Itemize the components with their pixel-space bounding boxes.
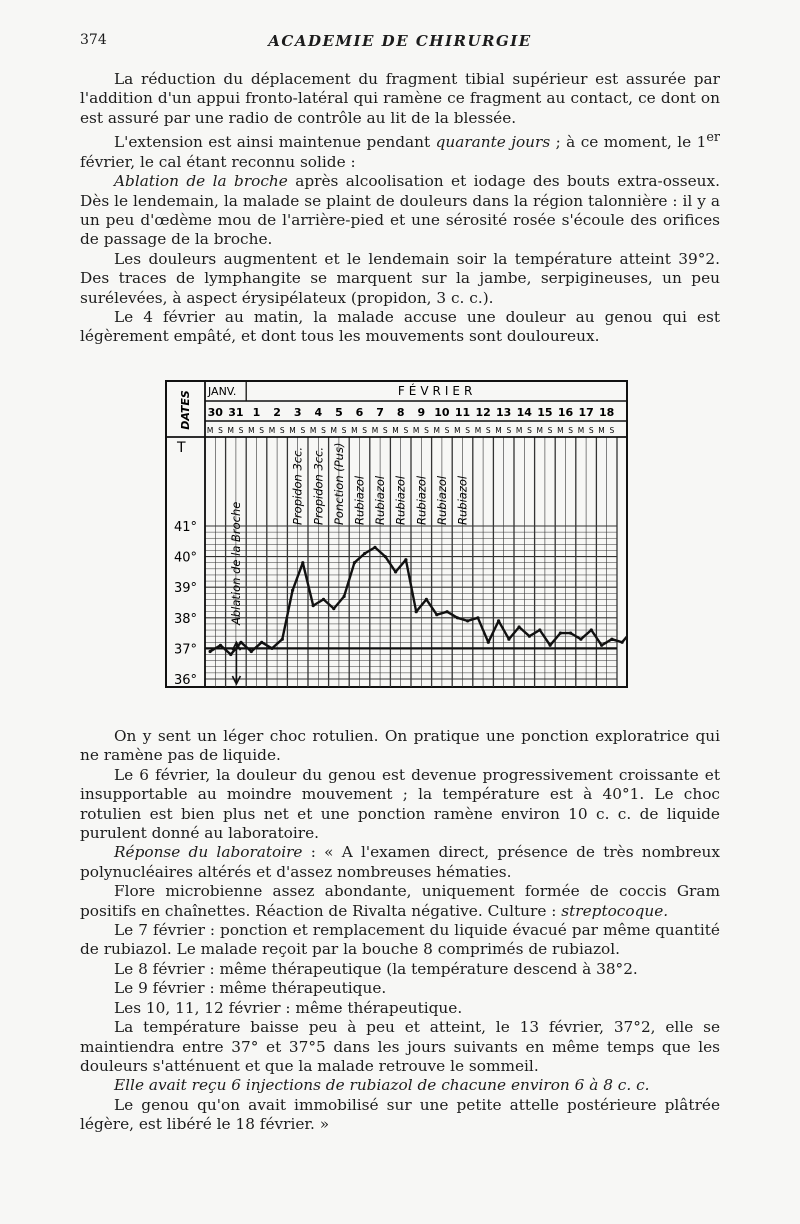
period-label: S — [403, 426, 409, 435]
day-label: 11 — [454, 406, 471, 419]
temperature-point — [559, 632, 562, 635]
period-label: M — [309, 426, 317, 435]
paragraph: On y sent un léger choc rotulien. On pratique une ponction exploratrice qui ne ramène pas de liquide. — [80, 727, 720, 765]
period-label: S — [506, 426, 512, 435]
period-label: M — [206, 426, 214, 435]
temperature-point — [239, 641, 242, 644]
text-run: Flore microbienne assez abondante, uniquement formée de coccis Gram positifs en chaînettes. Réaction de Rivalta négative. Culture : — [80, 882, 720, 920]
superscript: er — [706, 130, 721, 146]
period-label: M — [371, 426, 379, 435]
italic-run: Ablation de la broche — [114, 172, 288, 191]
temperature-point — [621, 641, 624, 644]
temperature-point — [322, 598, 325, 601]
paragraph — [80, 882, 720, 921]
temperature-point — [394, 570, 397, 573]
day-label: 4 — [314, 406, 323, 419]
temperature-point — [538, 628, 541, 631]
day-label: 7 — [376, 406, 384, 419]
temperature-point — [281, 638, 284, 641]
period-label: M — [495, 426, 502, 435]
day-label: 18 — [599, 406, 615, 419]
period-label: S — [527, 426, 532, 435]
day-label: 8 — [396, 406, 405, 419]
period-label: S — [465, 426, 471, 435]
chart-annotation: Rubiazol — [434, 475, 449, 525]
temperature-point — [404, 558, 407, 561]
italic-run: quarante jours — [435, 133, 551, 152]
temperature-point — [353, 561, 356, 564]
period-label: M — [330, 426, 337, 435]
italic-run: Réponse du laboratoire — [114, 843, 303, 862]
temperature-point — [291, 589, 294, 592]
day-label: 3 — [293, 406, 302, 419]
paragraph: Les douleurs augmentent et le lendemain soir la température atteint 39°2. Des traces de lymphangite se marquent sur la jambe, serpigineuses, un peu surélevées, à aspect érysipélateux (propidon, 3 c. c.). — [80, 249, 720, 307]
y-tick-label: 36° — [174, 673, 198, 688]
period-label: S — [321, 426, 326, 435]
temperature-point — [497, 619, 500, 622]
paragraph: Les 10, 11, 12 février : même thérapeutique. — [114, 998, 463, 1017]
month-label-janv: JANV. — [208, 385, 237, 398]
y-tick-label: 40° — [174, 550, 198, 566]
paragraph — [80, 128, 720, 172]
temperature-point — [435, 613, 438, 616]
temperature-point — [446, 610, 449, 613]
day-label: 5 — [335, 406, 343, 419]
day-label: 17 — [578, 406, 594, 419]
temperature-point — [270, 647, 273, 650]
day-label: 10 — [434, 406, 450, 419]
chart-annotation: Propidon 3cc. — [290, 446, 305, 525]
period-label: M — [227, 426, 234, 435]
period-label: M — [577, 426, 585, 435]
chart-annotation: Rubiazol — [373, 475, 388, 525]
day-label: 14 — [516, 406, 532, 419]
period-label: M — [433, 426, 440, 435]
paragraph — [80, 843, 720, 882]
temperature-point — [301, 561, 304, 564]
day-label: 6 — [355, 406, 364, 419]
text-run: ; à ce moment, le 1 — [550, 133, 707, 152]
temperature-point — [487, 641, 490, 644]
temperature-point — [384, 555, 387, 558]
period-label: S — [568, 426, 574, 435]
period-label: M — [474, 426, 482, 435]
page-header — [80, 32, 720, 58]
chart-annotation: Rubiazol — [393, 475, 408, 525]
chart-annotation: Ponction (Pus) — [331, 442, 346, 525]
period-label: M — [515, 426, 523, 435]
period-label: M — [412, 426, 420, 435]
day-label: 30 — [207, 406, 223, 419]
period-label: S — [218, 426, 223, 435]
period-label: M — [268, 426, 276, 435]
period-label: S — [300, 426, 306, 435]
temperature-point — [332, 607, 335, 610]
y-tick-label: 37° — [174, 642, 198, 658]
day-label: 12 — [475, 406, 491, 419]
day-label: 2 — [273, 406, 281, 419]
temperature-point — [415, 610, 418, 613]
y-tick-label: 38° — [174, 611, 198, 627]
day-label: 16 — [557, 406, 574, 419]
period-label: M — [454, 426, 461, 435]
paragraph: Le 6 février, la douleur du genou est devenue progressivement croissante et insupportable au moindre mouvement ; la température est à 40°1. Le choc rotulien est bien plus net et une ponction ramène environ 10 c. c. de liquide purulent donné au laboratoire. — [80, 765, 720, 843]
temperature-point — [528, 635, 531, 638]
day-label: 13 — [496, 406, 512, 419]
text-run: après alcoolisation et iodage des bouts extra-osseux. Dès le lendemain, la malade se plaint de douleurs dans la région talonnière : il y a un peu d'œdème mou de l'arrière-pied et une sérosité rosée s'écoule des orifices de passage de la broche. — [80, 172, 720, 249]
period-label: S — [259, 426, 265, 435]
temperature-point — [373, 546, 376, 549]
paragraph: Le 4 février au matin, la malade accuse une douleur au genou qui est légèrement empâté, et dont tous les mouvements sont douloureux. — [80, 307, 720, 346]
temperature-point — [549, 644, 552, 647]
day-label: 15 — [537, 406, 553, 419]
body-text-bottom — [80, 727, 720, 1135]
temperature-point — [312, 604, 315, 607]
period-label: M — [598, 426, 605, 435]
period-label: S — [238, 426, 244, 435]
period-label: M — [392, 426, 399, 435]
y-tick-label: 39° — [174, 581, 198, 597]
paragraph — [80, 172, 720, 250]
period-label: M — [557, 426, 564, 435]
dates-label: DATES — [179, 390, 192, 430]
italic-run: Elle avait reçu 6 injections de rubiazol de chacune environ 6 à 8 c. c. — [114, 1076, 650, 1095]
chart-annotation: Rubiazol — [352, 475, 367, 525]
period-label: S — [279, 426, 285, 435]
chart-annotation: Ablation de la Broche — [228, 501, 243, 625]
period-label: S — [588, 426, 594, 435]
chart-annotation: Rubiazol — [414, 475, 429, 525]
text-run: février, le cal étant reconnu solide : — [80, 152, 356, 171]
temperature-axis-label: T — [177, 440, 186, 456]
period-label: S — [341, 426, 347, 435]
italic-run: streptocoque. — [561, 901, 669, 920]
chart-annotation: Rubiazol — [455, 475, 470, 525]
temperature-point — [518, 625, 521, 628]
temperature-point — [569, 632, 572, 635]
temperature-point — [209, 650, 212, 653]
temperature-point — [456, 616, 459, 619]
temperature-point — [229, 653, 232, 656]
period-label: S — [547, 426, 553, 435]
temperature-chart-svg — [165, 380, 628, 688]
month-label-fevrier: FÉVRIER — [397, 384, 477, 398]
page-number: 374 — [80, 32, 107, 48]
period-label: M — [351, 426, 358, 435]
temperature-point — [260, 641, 263, 644]
period-label: S — [424, 426, 429, 435]
text-run: L'extension est ainsi maintenue pendant — [114, 133, 431, 152]
period-label: S — [485, 426, 491, 435]
paragraph: Le genou qu'on avait immobilisé sur une petite attelle postérieure plâtrée légère, est libéré le 18 février. » — [80, 1095, 720, 1134]
temperature-point — [343, 595, 346, 598]
day-label: 31 — [228, 406, 244, 419]
period-label: S — [382, 426, 388, 435]
chart-annotation: Propidon 3cc. — [311, 446, 326, 525]
temperature-point — [466, 619, 469, 622]
paragraph: Le 9 février : même thérapeutique. — [114, 979, 387, 998]
paragraph: Le 8 février : même thérapeutique (la température descend à 38°2. — [114, 959, 638, 978]
temperature-point — [600, 644, 603, 647]
temperature-point — [610, 638, 613, 641]
y-tick-label: 41° — [174, 520, 198, 535]
text-run: : « A l'examen direct, présence de très nombreux polynucléaires altérés et d'assez nombreuses hématies. — [80, 843, 720, 881]
paragraph: La température baisse peu à peu et atteint, le 13 février, 37°2, elle se maintiendra entre 37° et 37°5 dans les jours suivants en même temps que les douleurs s'atténuent et que la malade retrouve le sommeil. — [80, 1018, 720, 1075]
paragraph: Le 7 février : ponction et remplacement du liquide évacué par même quantité de rubiazol. Le malade reçoit par la bouche 8 comprimés de rubiazol. — [80, 921, 720, 959]
temperature-point — [507, 638, 510, 641]
period-label: M — [536, 426, 543, 435]
period-label: M — [248, 426, 255, 435]
period-label: S — [609, 426, 615, 435]
paragraph — [80, 1076, 720, 1095]
day-label: 9 — [417, 406, 426, 419]
temperature-point — [250, 650, 253, 653]
running-title: ACADEMIE DE CHIRURGIE — [268, 32, 532, 50]
day-label: 1 — [252, 406, 261, 419]
paragraph: La réduction du déplacement du fragment tibial supérieur est assurée par l'addition d'un appui fronto-latéral qui ramène ce fragment au contact, ce dont on est assuré par une radio de contrôle au lit de la blessée. — [80, 70, 720, 127]
temperature-point — [425, 598, 428, 601]
body-text-top — [80, 70, 720, 347]
period-label: S — [444, 426, 450, 435]
temperature-point — [219, 644, 222, 647]
temperature-chart — [165, 380, 628, 688]
temperature-point — [476, 616, 479, 619]
period-label: S — [362, 426, 368, 435]
period-label: M — [289, 426, 296, 435]
temperature-point — [590, 628, 593, 631]
temperature-point — [579, 638, 582, 641]
temperature-point — [363, 552, 366, 555]
